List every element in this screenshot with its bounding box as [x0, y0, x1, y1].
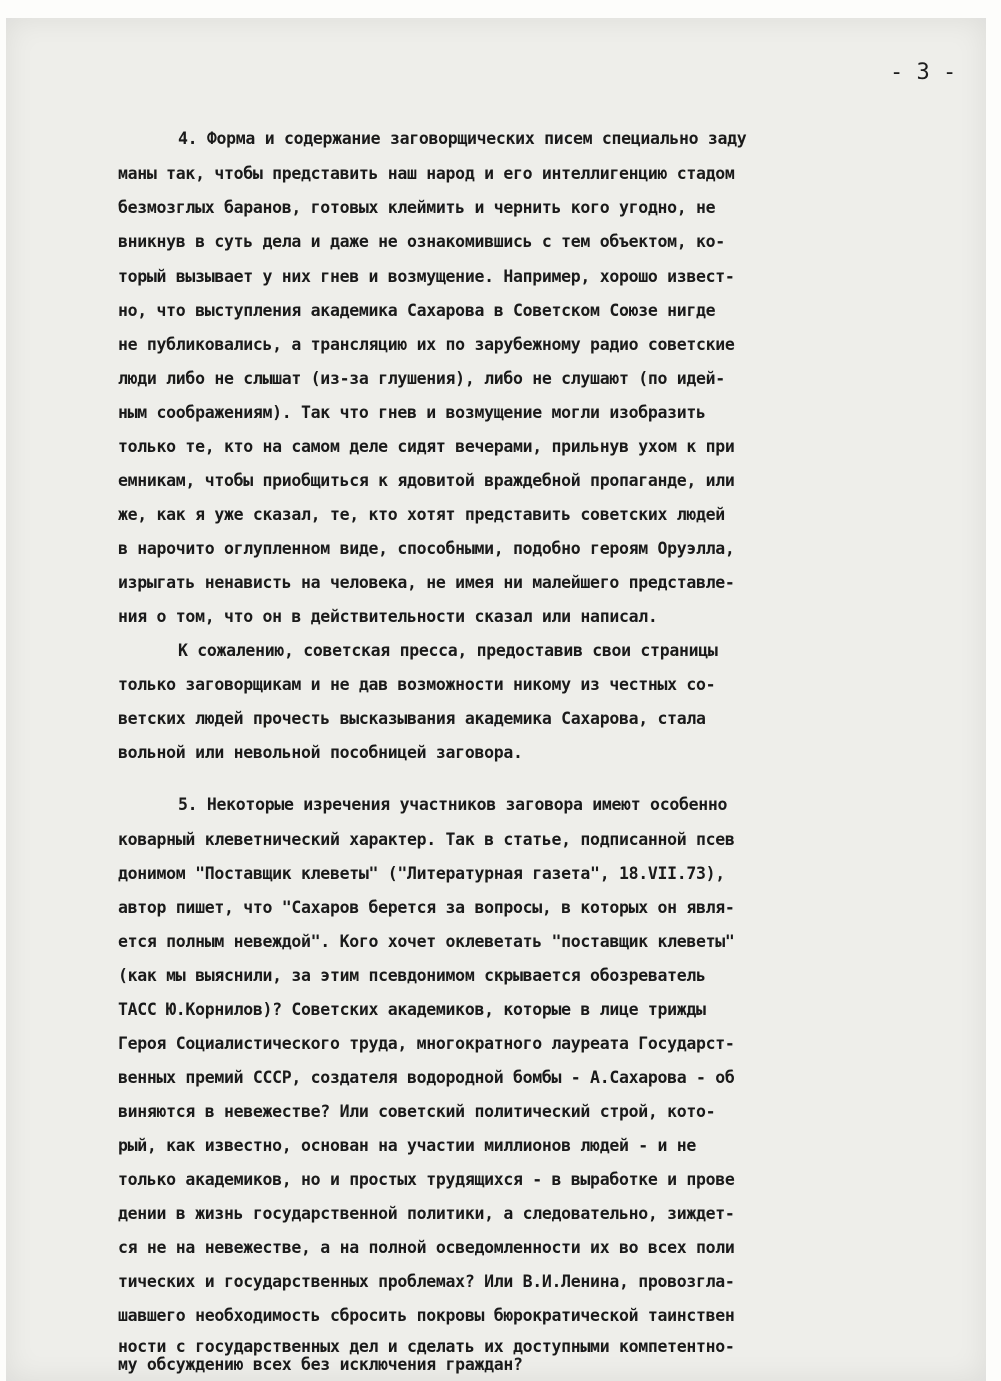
text-line: изрыгать ненависть на человека, не имея ни малейшего представле-	[118, 573, 735, 592]
text-line: тических и государственных проблемах? Или В.И.Ленина, провозгла-	[118, 1272, 735, 1291]
text-line: дении в жизнь государственной политики, а следовательно, зиждет-	[118, 1204, 735, 1223]
text-line: вникнув в суть дела и даже не ознакомившись с тем объектом, ко-	[118, 232, 725, 251]
text-line: емникам, чтобы приобщиться к ядовитой враждебной пропаганде, или	[118, 471, 735, 490]
text-line: шавшего необходимость сбросить покровы бюрократической таинствен	[118, 1306, 735, 1325]
text-line: донимом "Поставщик клеветы" ("Литературная газета", 18.VII.73),	[118, 864, 725, 883]
text-line: но, что выступления академика Сахарова в Советском Союзе нигде	[118, 301, 716, 320]
text-line: коварный клеветнический характер. Так в статье, подписанной псев	[118, 830, 735, 849]
text-line: ся не на невежестве, а на полной осведомленности их во всех поли	[118, 1238, 735, 1257]
text-line: ется полным невеждой". Кого хочет оклеветать "поставщик клеветы"	[118, 932, 735, 951]
text-line: автор пишет, что "Сахаров берется за вопросы, в которых он явля-	[118, 898, 735, 917]
text-line: ности с государственных дел и сделать их доступными компетентно-	[118, 1337, 735, 1356]
text-line: только академиков, но и простых трудящихся - в выработке и прове	[118, 1170, 735, 1189]
text-line: (как мы выяснили, за этим псевдонимом скрывается обозреватель	[118, 966, 706, 985]
text-line: торый вызывает у них гнев и возмущение. Например, хорошо извест-	[118, 267, 735, 286]
text-line: в нарочито оглупленном виде, способными, подобно героям Оруэлла,	[118, 539, 735, 558]
text-line: рый, как известно, основан на участии миллионов людей - и не	[118, 1136, 697, 1155]
text-line: люди либо не слышат (из-за глушения), либо не слушают (по идей-	[118, 369, 725, 388]
text-line: ным соображениям). Так что гнев и возмущение могли изобразить	[118, 403, 706, 422]
text-line: К сожалению, советская пресса, предоставив свои страницы	[178, 641, 718, 660]
text-line: маны так, чтобы представить наш народ и его интеллигенцию стадом	[118, 164, 735, 183]
text-line: вольной или невольной пособницей заговора.	[118, 743, 523, 762]
text-line: ТАСС Ю.Корнилов)? Советских академиков, которые в лице трижды	[118, 1000, 706, 1019]
text-line: венных премий СССР, создателя водородной бомбы - А.Сахарова - об	[118, 1068, 735, 1087]
text-line: не публиковались, а трансляцию их по зарубежному радио советские	[118, 335, 735, 354]
text-line: же, как я уже сказал, те, кто хотят представить советских людей	[118, 505, 725, 524]
text-line: ния о том, что он в действительности сказал или написал.	[118, 607, 658, 626]
text-line: 4. Форма и содержание заговорщических писем специально заду	[178, 129, 747, 148]
text-line: безмозглых баранов, готовых клеймить и чернить кого угодно, не	[118, 198, 716, 217]
text-line: только заговорщикам и не дав возможности никому из честных со-	[118, 675, 716, 694]
text-line: Героя Социалистического труда, многократного лауреата Государст-	[118, 1034, 735, 1053]
text-line: 5. Некоторые изречения участников заговора имеют особенно	[178, 795, 728, 814]
text-line: му обсуждению всех без исключения граждан?	[118, 1355, 523, 1374]
page-number: - 3 -	[890, 60, 957, 85]
text-line: только те, кто на самом деле сидят вечерами, прильнув ухом к при	[118, 437, 735, 456]
text-line: ветских людей прочесть высказывания академика Сахарова, стала	[118, 709, 706, 728]
text-line: виняются в невежестве? Или советский политический строй, кото-	[118, 1102, 716, 1121]
